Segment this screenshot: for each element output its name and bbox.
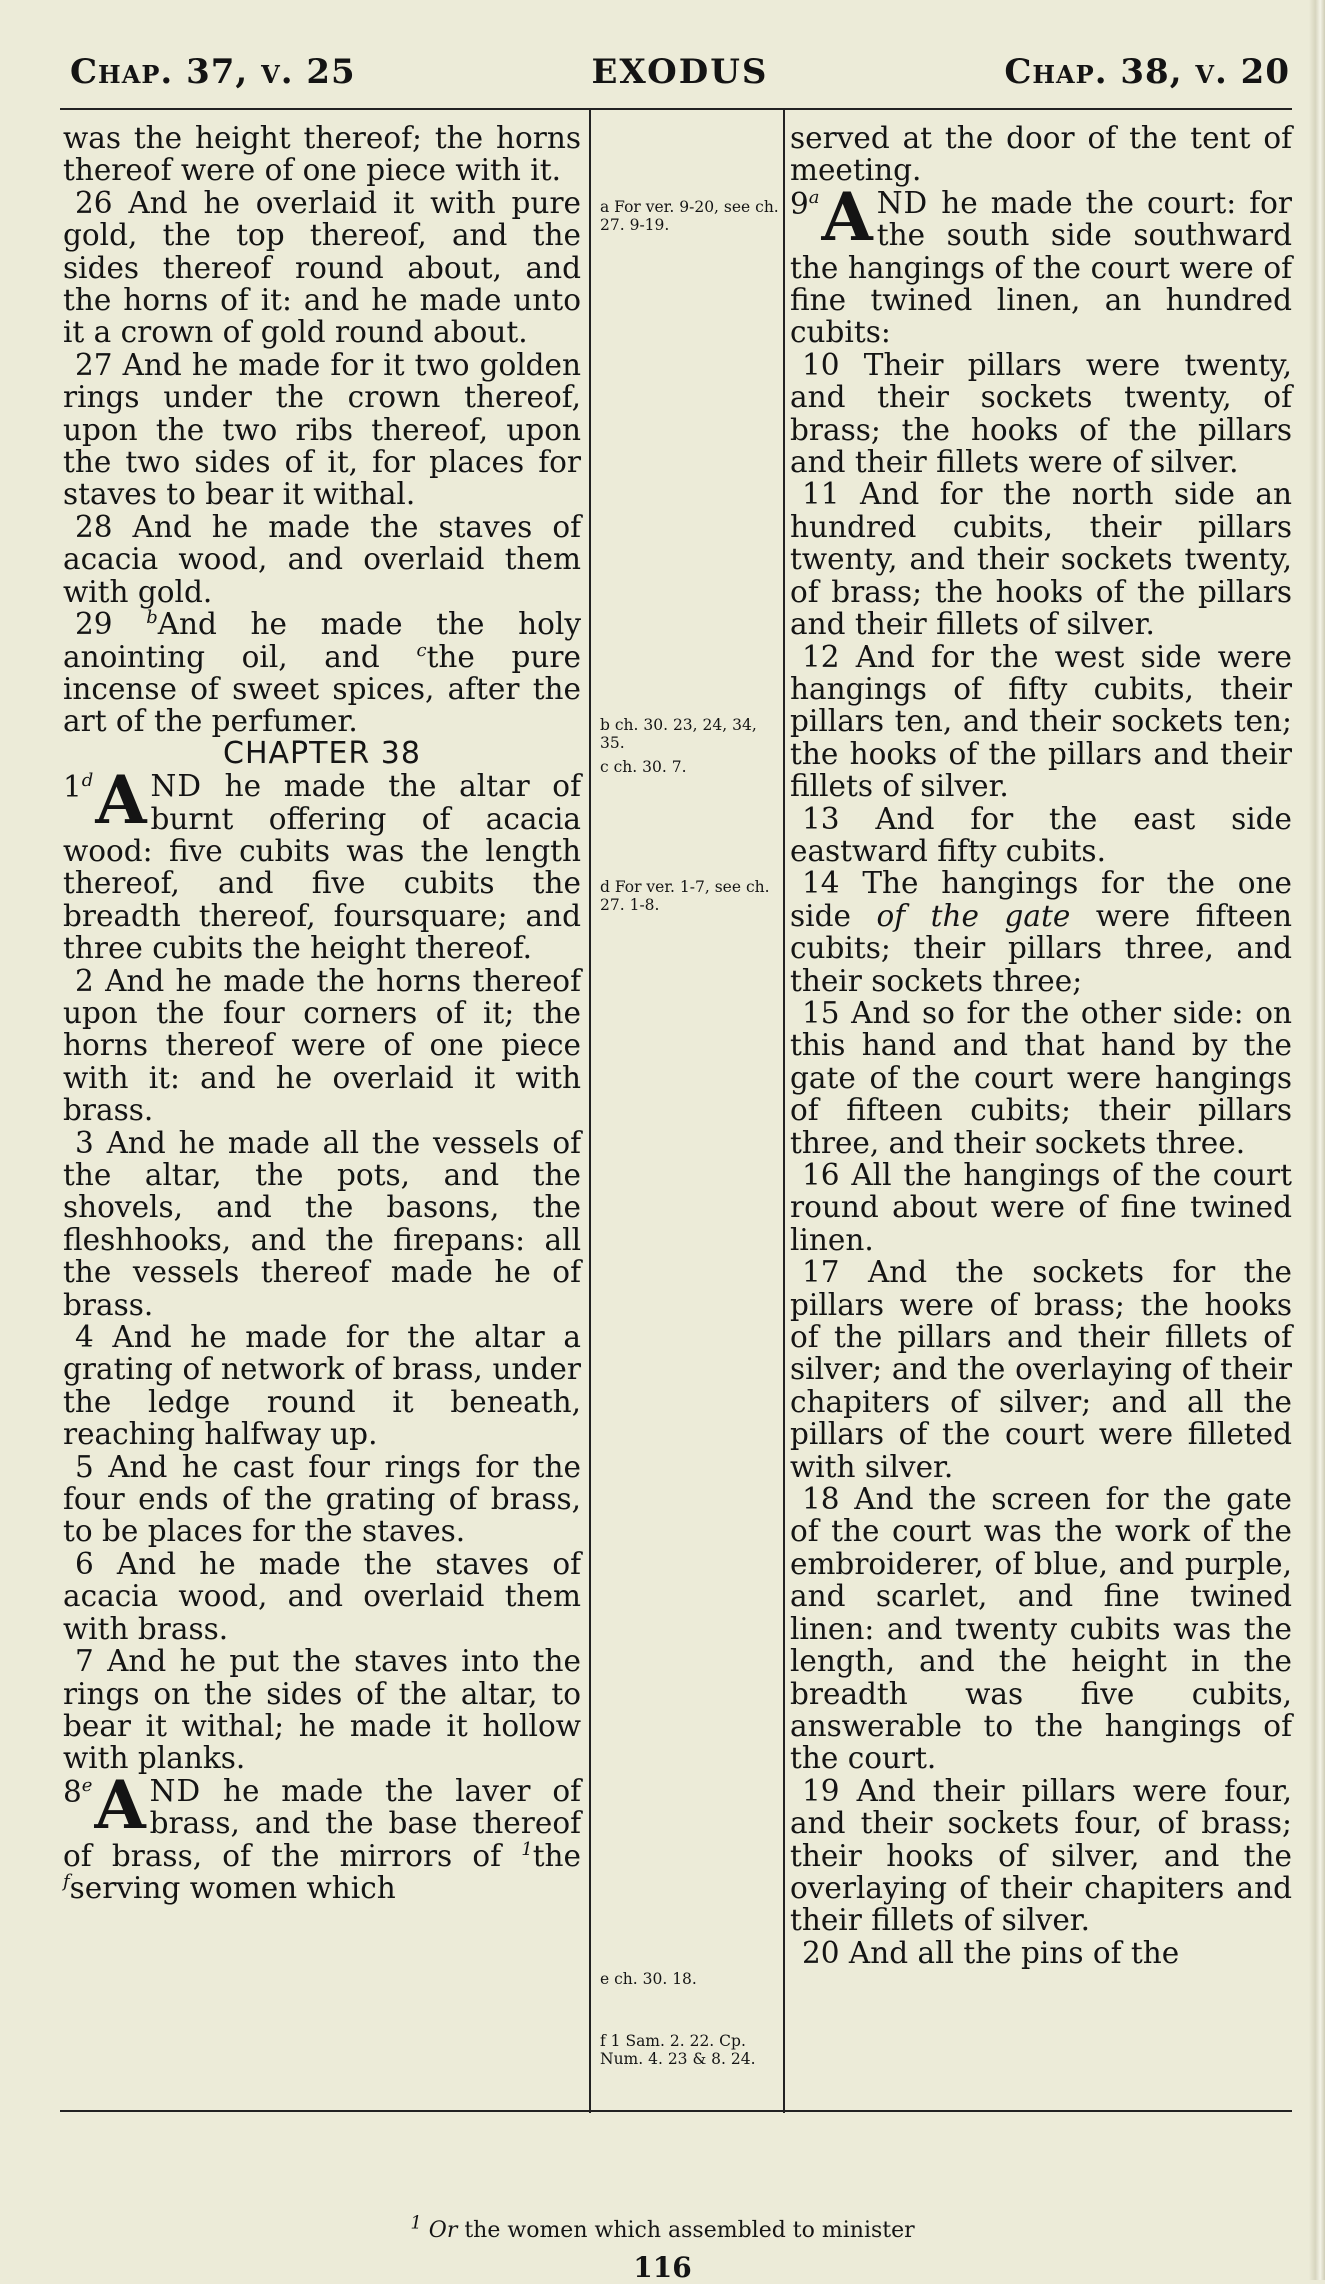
verse-15: 15 And so for the other side: on this hand and that hand by the gate of the court were hangings of fifteen cubits; their pillars three, and their sockets three. [790,995,1292,1160]
verse-14 [790,867,1292,997]
cross-ref-marker: f [63,1871,70,1893]
footnote-number: 1 [410,2212,422,2234]
header-title: EXODUS [591,52,769,92]
verse-text: he made the court: for the south side southward the hangings of the court were of fine twined linen, an hundred cubits: [790,185,1292,350]
small-caps-lead: ND [150,769,202,804]
verse-19: 19 And their pillars were four, and their sockets four, of brass; their hooks of silver, and the overlaying of their chapiters and their fillets of silver. [790,1773,1292,1938]
right-text-column [790,122,1292,1969]
verse-6: 6 And he made the staves of acacia wood, and overlaid them with brass. [63,1546,581,1646]
verse-2: 2 And he made the horns thereof upon the four corners of it; the horns thereof were of one piece with it: and he overlaid it with brass. [63,963,581,1128]
drop-cap: A [94,1765,146,1844]
verse-4: 4 And he made for the altar a grating of network of brass, under the ledge round it beneath, reaching halfway up. [63,1320,581,1452]
verse-10: 10 Their pillars were twenty, and their sockets twenty, of brass; the hooks of the pillars and their fillets were of silver. [790,347,1292,480]
margin-note-e: e ch. 30. 18. [600,1970,697,1988]
verse-8 [63,1765,581,1905]
footnote-text: the women which assembled to minister [464,2218,915,2243]
verse-text: were fifteen cubits; their pillars three, and their sockets three; [790,898,1292,998]
margin-note-c: c ch. 30. 7. [600,758,687,776]
cross-ref-marker: c [416,639,427,661]
chapter-heading: CHAPTER 38 [223,735,421,771]
verse-number: 1$^d$ [63,770,94,805]
verse-text: And he made the holy anointing oil, and [63,607,581,674]
verse-20: 20 And all the pins of the [802,1935,1180,1970]
verse-27: 27 And he made for it two golden rings under the crown thereof, upon the two ribs thereof, upon the two sides of it, for places for staves to bear it withal. [63,347,581,512]
page-edge [1309,0,1325,2280]
margin-note-d: d For ver. 1-7, see ch. 27. 1-8. [600,878,770,914]
small-caps-lead: ND [149,1773,202,1808]
column-rule-left [589,108,591,2113]
footnote-italic: Or [428,2218,458,2243]
verse-text: he made the laver of brass, and the base thereof of brass, of the mirrors of [63,1773,581,1873]
verse-text: the [532,1838,581,1873]
verse-11: 11 And for the north side an hundred cubits, their pillars twenty, and their sockets twenty, of brass; the hooks of the pillars and their fillets of silver. [790,477,1292,642]
verse-text: serving women which [69,1870,396,1905]
verse-text: was the height thereof; the horns thereof were of one piece with it. [63,121,581,188]
column-rule-right [783,108,785,2113]
margin-note-a: a For ver. 9-20, see ch. 27. 9-19. [600,198,779,234]
verse-1 [63,761,581,966]
verse-17: 17 And the sockets for the pillars were of brass; the hooks of the pillars and their fillets of silver; and the overlaying of their chapiters of silver; and all the pillars of the court were filleted with silver. [790,1255,1292,1484]
verse-text: 14 The hangings for the one side [790,866,1292,933]
verse-12: 12 And for the west side were hangings of fifty cubits, their pillars ten, and their sockets ten; the hooks of the pillars and their fillets of silver. [790,639,1292,804]
verse-18: 18 And the screen for the gate of the court was the work of the embroiderer, of blue, and purple, and scarlet, and fine twined linen: and twenty cubits was the length, and the height in the breadth was five cubits, answerable to the hangings of the court. [790,1482,1292,1776]
verse-7: 7 And he put the staves into the rings on the sides of the altar, to bear it withal; he made it hollow with planks. [63,1644,581,1776]
verse-number: 9$^a$ [790,186,820,221]
drop-cap: A [821,177,873,256]
header-right: Chap. 38, v. 20 [1004,52,1290,92]
footnote-marker: 1 [521,1838,533,1860]
cross-ref-marker: b [146,607,158,629]
page-number: 116 [633,2251,692,2284]
verse-29 [63,608,581,738]
header-left: Chap. 37, v. 25 [70,52,356,92]
left-text-column [63,122,581,1904]
small-caps-lead: ND [876,185,929,220]
drop-cap: A [95,761,147,840]
verse-5: 5 And he cast four rings for the four ends of the grating of brass, to be places for the staves. [63,1449,581,1549]
margin-note-b: b ch. 30. 23, 24, 34, 35. [600,716,757,752]
verse-3: 3 And he made all the vessels of the altar, the pots, and the shovels, and the basons, the fleshhooks, and the firepans: all the vessels thereof made he of brass. [63,1125,581,1322]
verse-number: 8e [63,1774,93,1809]
verse-13: 13 And for the east side eastward fifty cubits. [790,801,1292,868]
verse-text: served at the door of the tent of meeting. [790,121,1292,188]
italic-text: of the gate [876,898,1071,933]
verse-16: 16 All the hangings of the court round about were of fine twined linen. [790,1158,1292,1257]
footnote [0,2212,1325,2243]
verse-28: 28 And he made the staves of acacia wood, and overlaid them with gold. [63,509,581,609]
verse-9 [790,177,1292,350]
margin-note-f: f 1 Sam. 2. 22. Cp. Num. 4. 23 & 8. 24. [600,2032,756,2068]
verse-text: the pure incense of sweet spices, after the art of the perfumer. [63,639,581,739]
verse-text: he made the altar of burnt offering of acacia wood: five cubits was the length thereof, and five cubits the breadth thereof, foursquare; and three cubits the height thereof. [63,769,581,966]
verse-number: 29 [75,607,113,642]
cross-reference-column [600,0,780,2120]
verse-26: 26 And he overlaid it with pure gold, the top thereof, and the sides thereof round about, and the horns of it: and he made unto it a crown of gold round about. [63,185,581,350]
